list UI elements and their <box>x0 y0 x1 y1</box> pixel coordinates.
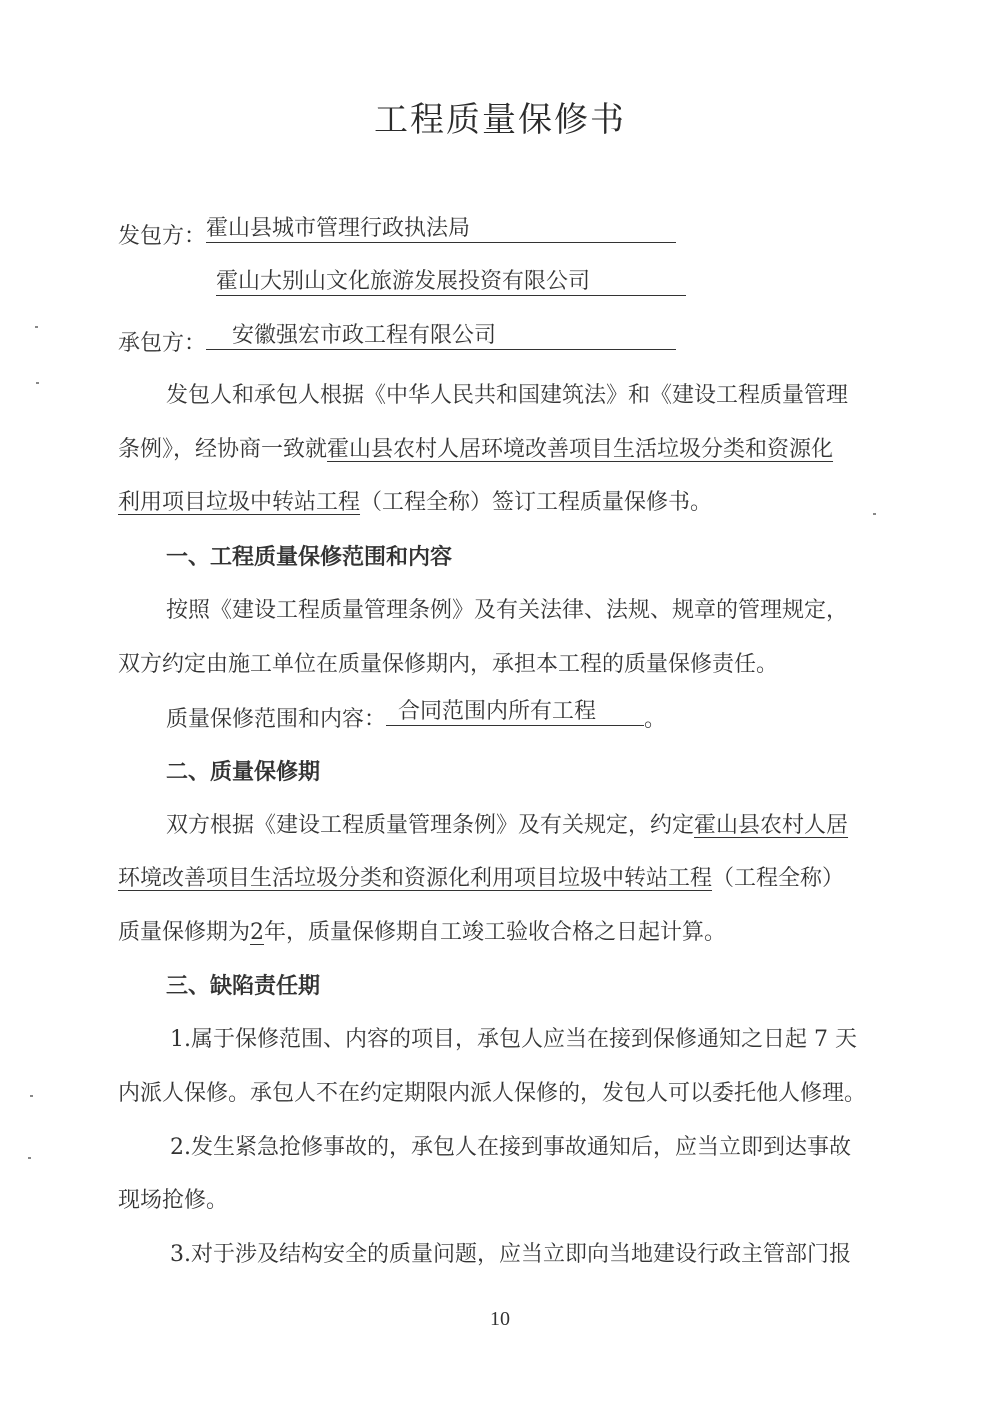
scope-line: 质量保修范围和内容： 合同范围内所有工程 。 <box>166 699 667 732</box>
contractor-field: 安徽强宏市政工程有限公司 <box>206 327 676 350</box>
section-3-heading: 三、缺陷责任期 <box>166 973 321 999</box>
scan-speck <box>30 1095 33 1097</box>
employer-1-field: 霍山县城市管理行政执法局 <box>206 220 676 243</box>
section-1-heading: 一、工程质量保修范围和内容 <box>166 544 453 570</box>
section-1-para-line-1: 按照《建设工程质量管理条例》及有关法律、法规、规章的管理规定， <box>166 598 849 623</box>
scope-label: 质量保修范围和内容： <box>166 707 387 732</box>
contractor-line <box>118 323 908 359</box>
section-2-heading: 二、质量保修期 <box>166 759 321 785</box>
project-name-ref-part-1: 霍山县农村人居 <box>694 813 849 838</box>
employer-label: 发包方： <box>118 224 207 249</box>
scan-speck <box>28 1157 31 1159</box>
section-2-line-1: 双方根据《建设工程质量管理条例》及有关规定，约定霍山县农村人居 <box>166 813 849 838</box>
warranty-years: 2 <box>250 920 265 945</box>
scan-speck <box>35 326 38 328</box>
page-number: 10 <box>490 1308 510 1330</box>
section-3-item-3-line-1: 3.对于涉及结构安全的质量问题，应当立即向当地建设行政主管部门报 <box>170 1242 851 1267</box>
document-title: 工程质量保修书 <box>374 100 626 140</box>
employer-line-2 <box>216 269 896 305</box>
intro-line-2: 条例》，经协商一致就霍山县农村人居环境改善项目生活垃圾分类和资源化 <box>118 437 834 462</box>
scope-field: 合同范围内所有工程 <box>386 703 644 726</box>
section-3-item-1-line-2: 内派人保修。承包人不在约定期限内派人保修的，发包人可以委托他人修理。 <box>118 1081 867 1106</box>
project-name-part-1: 霍山县农村人居环境改善项目生活垃圾分类和资源化 <box>327 437 834 462</box>
employer-2-field: 霍山大别山文化旅游发展投资有限公司 <box>216 273 686 296</box>
section-3-item-2-line-1: 2.发生紧急抢修事故的，承包人在接到事故通知后，应当立即到达事故 <box>170 1135 851 1160</box>
intro-line-1: 发包人和承包人根据《中华人民共和国建筑法》和《建设工程质量管理 <box>166 383 849 408</box>
contractor-label: 承包方： <box>118 331 207 356</box>
section-1-para-line-2: 双方约定由施工单位在质量保修期内，承担本工程的质量保修责任。 <box>118 652 779 677</box>
project-name-ref-part-2: 环境改善项目生活垃圾分类和资源化利用项目垃圾中转站工程 <box>118 866 713 891</box>
section-3-item-2-line-2: 现场抢修。 <box>118 1188 229 1213</box>
intro-line-3: 利用项目垃圾中转站工程（工程全称）签订工程质量保修书。 <box>118 490 713 515</box>
scan-speck <box>36 382 39 384</box>
project-name-part-2: 利用项目垃圾中转站工程 <box>118 490 361 515</box>
section-2-line-2: 环境改善项目生活垃圾分类和资源化利用项目垃圾中转站工程（工程全称） <box>118 866 845 891</box>
section-2-line-3: 质量保修期为2年，质量保修期自工竣工验收合格之日起计算。 <box>118 920 727 945</box>
scan-speck <box>873 513 876 515</box>
employer-line-1 <box>118 216 908 252</box>
section-3-item-1-line-1: 1.属于保修范围、内容的项目，承包人应当在接到保修通知之日起 7 天 <box>170 1027 857 1052</box>
